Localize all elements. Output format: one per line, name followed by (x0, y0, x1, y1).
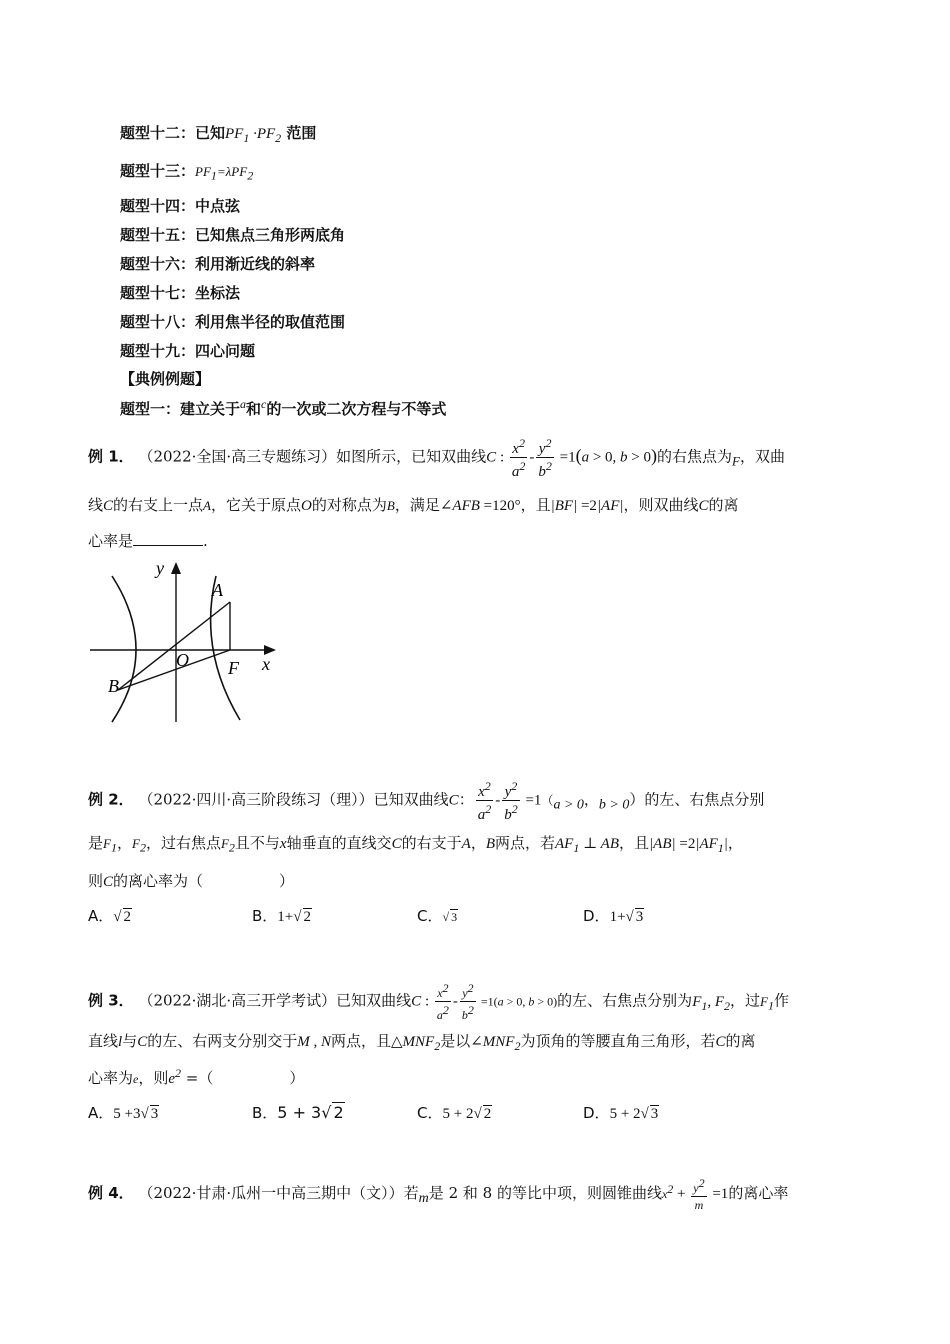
type14: 题型十四：中点弦 (120, 197, 241, 215)
example3-line1: 例 3． （2022·湖北·高三开学考试）已知双曲线C : $\frac{x^2}{a^2}$ - $\frac{y^2}{b^2}$ =1(a > 0, b > 0)的左、右焦点分别为$F_1$, $F_2$，过$F_1$作 (88, 981, 790, 1022)
example4-label: 例 4． (88, 1184, 134, 1202)
type19: 题型十九：四心问题 (120, 342, 256, 360)
label-A: A (212, 580, 223, 600)
label-O: O (176, 650, 189, 670)
example2-line3: 则C的离心率为（ ） (88, 872, 295, 890)
example1-line1: 例 1． （2022·全国·高三专题练习）如图所示，已知双曲线C : $\frac{x^2}{a^2}$ - $\frac{y^2}{b^2}$ =1(a > 0, b > 0)的右焦点为F，双曲 (88, 436, 785, 480)
example2-option-a[interactable]: A．√ 2 (88, 907, 131, 925)
type13-head: 题型十三： (120, 162, 196, 180)
type12-tail: 范围 (281, 124, 317, 142)
example2-option-d[interactable]: D．1+√ 3 (583, 907, 644, 925)
type13: 题型十三：$PF_1=\lambda PF_2$ (120, 162, 254, 183)
type16: 题型十六：利用渐近线的斜率 (120, 255, 316, 273)
left-branch (112, 576, 136, 722)
label-x: x (262, 654, 270, 674)
label-y: y (156, 558, 164, 578)
type12: 题型十二：已知$PF_1 \cdot PF_2$ 范围 (120, 124, 317, 145)
example3-option-b[interactable]: B．5 + 3√ 2 (252, 1103, 344, 1122)
section-heading: 【典例例题】 (120, 370, 211, 388)
example3-line2: 直线l与C的左、右两支分别交于M , N两点，且$\triangle MNF_2$是以$\angle MNF_2$为顶角的等腰直角三角形，若C的离 (88, 1032, 756, 1053)
example2-option-b[interactable]: B．1+√ 2 (252, 907, 311, 925)
example1-line2: 线C的右支上一点A，它关于原点O的对称点为B，满足∠AFB =120°，且|BF| =2|AF|，则双曲线C的离 (88, 496, 739, 514)
type17: 题型十七：坐标法 (120, 284, 241, 302)
example3-option-a[interactable]: A．5 +3√ 3 (88, 1104, 159, 1122)
example3-option-c[interactable]: C．5 + 2√ 2 (417, 1104, 492, 1122)
example2-line2: 是$F_1$，$F_2$，过右焦点$F_2$且不与x轴垂直的直线交C的右支于A，B两点，若$AF_1$ ⊥ AB，且$|AB| =2|AF_1|$， (88, 834, 743, 855)
example3-option-d[interactable]: D．5 + 2√ 3 (583, 1104, 659, 1122)
example2-label: 例 2． (88, 790, 134, 809)
example2-line1: 例 2． （2022·四川·高三阶段练习（理））已知双曲线C： $\frac{x^2}{a^2}$ - $\frac{y^2}{b^2}$ =1（a > 0，b > 0）的左、右焦点分别 (88, 779, 765, 823)
example1-line3: 心率是 . (88, 532, 208, 550)
type15: 题型十五：已知焦点三角形两底角 (120, 226, 346, 244)
example1-label: 例 1． (88, 447, 134, 466)
label-B: B (108, 676, 119, 696)
example2-option-c[interactable]: C．√ 3 (417, 907, 458, 925)
type1-heading: 题型一：建立关于$^a$和$^c$的一次或二次方程与不等式 (120, 397, 447, 418)
example3-label: 例 3． (88, 991, 134, 1010)
example3-line3: 心率为e，则$e^2$ =（ ） (88, 1066, 305, 1087)
example4-line1: 例 4． （2022·甘肃·瓜州一中高三期中（文））若m是 2 和 8 的等比中项，则圆锥曲线$x^2$ + $\frac{y^2}{m}$ =1的离心率 (88, 1176, 789, 1212)
label-F: F (228, 658, 239, 678)
answer-blank (133, 533, 203, 546)
type12-head: 题型十二：已知 (120, 124, 226, 142)
y-axis-arrow (171, 562, 181, 574)
hyperbola-figure (88, 556, 288, 726)
type18: 题型十八：利用焦半径的取值范围 (120, 313, 346, 331)
